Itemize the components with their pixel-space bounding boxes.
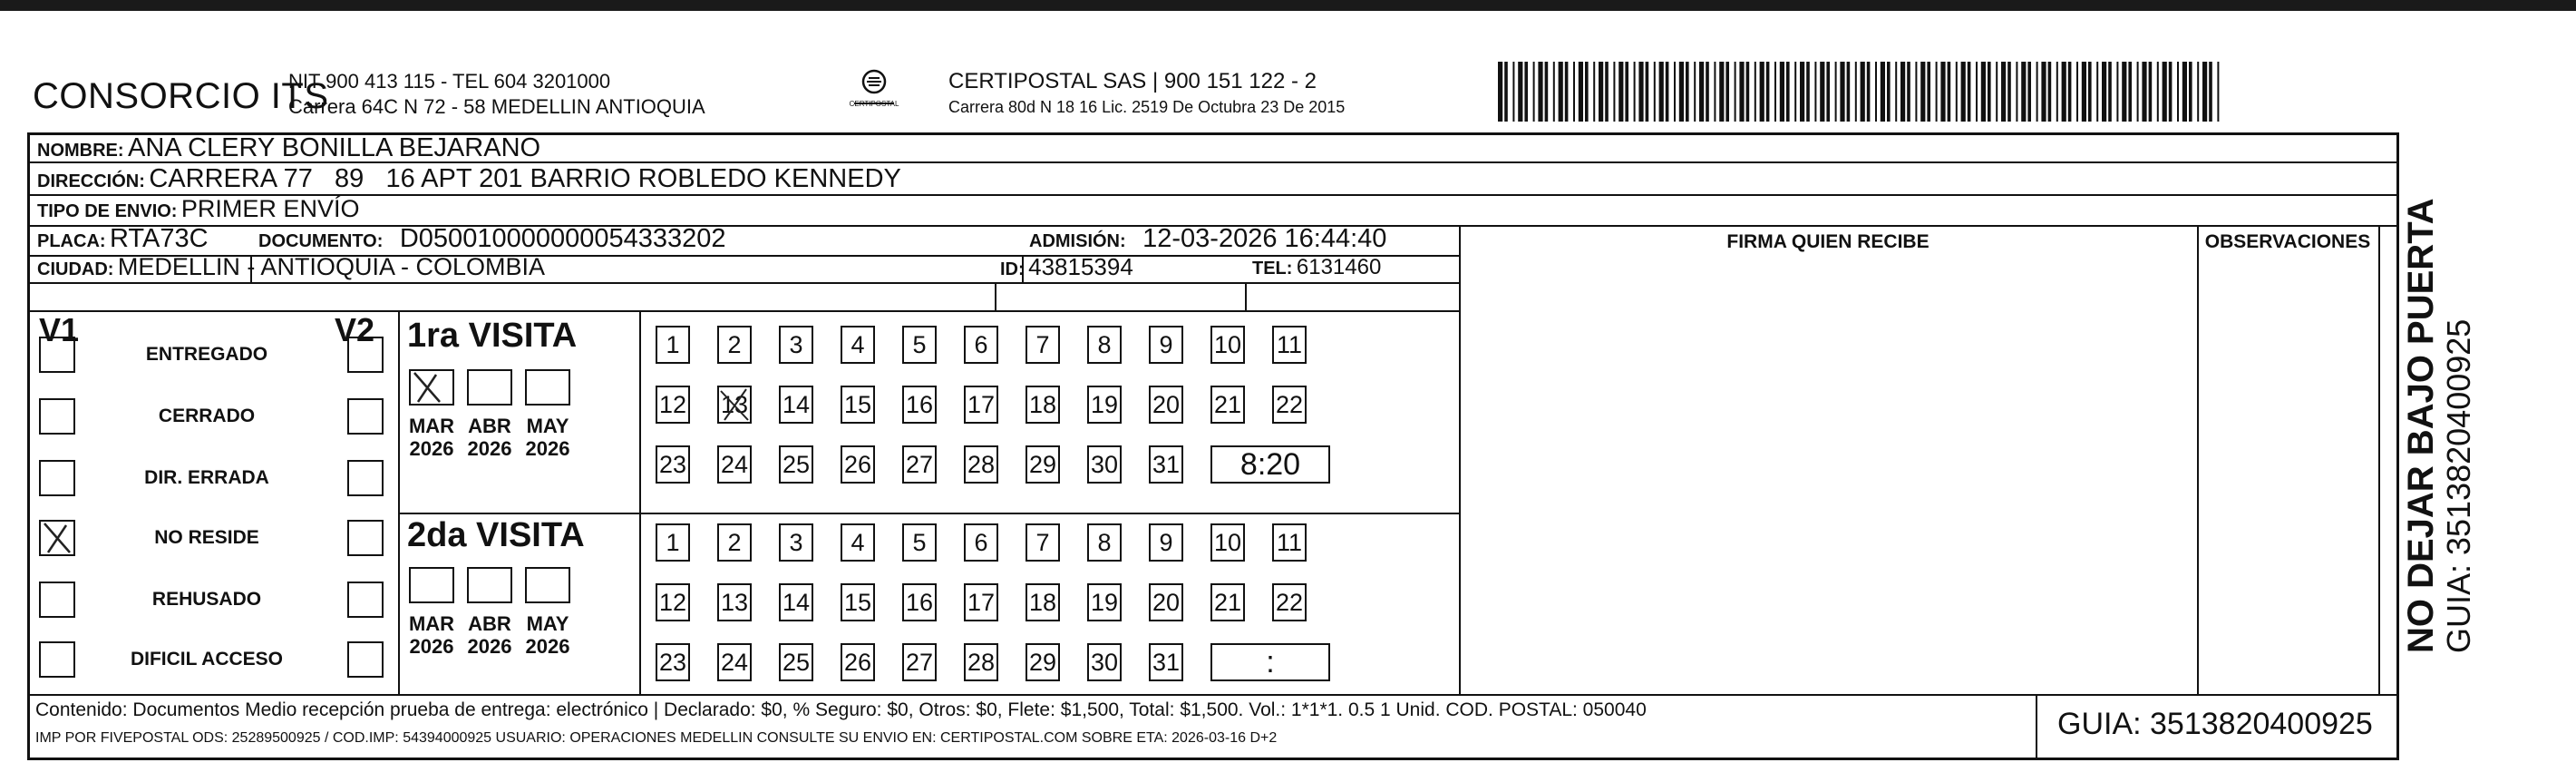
direccion-value: CARRERA 77 89 16 APT 201 BARRIO ROBLEDO KENNEDY [149, 164, 901, 193]
barcode-bar [2169, 62, 2173, 122]
barcode-bar [1840, 62, 1844, 122]
first-visit-day-box[interactable]: 16 [902, 386, 937, 424]
barcode-bar [2102, 62, 2106, 122]
footer-contenido: Contenido: Documentos Medio recepción prueba de entrega: electrónico | Declarado: $0, % Seguro: $0, Otros: $0, Flete: $1,500, Total: $1,500. Vol.: 1*1*1. 0.5 1 Unid. COD. POSTAL: 050040 [35, 699, 1647, 720]
status-label: REHUSADO [151, 589, 262, 610]
barcode-bar [1806, 62, 1810, 122]
first-visit-day-box[interactable]: 18 [1026, 386, 1060, 424]
status-label: NO RESIDE [154, 527, 259, 548]
barcode-bar [1780, 62, 1784, 122]
first-visit-day-box[interactable]: 13 [717, 386, 752, 424]
barcode-bar [1961, 62, 1966, 122]
second-visit-day-box[interactable]: 20 [1149, 583, 1183, 621]
barcode-bar [1981, 62, 1986, 122]
v1-checkbox[interactable] [39, 398, 75, 435]
v2-header: V2 [335, 311, 375, 348]
second-visit-month-may-checkbox[interactable] [525, 567, 570, 603]
barcode-bar [1666, 62, 1669, 122]
barcode-bar [1900, 62, 1905, 122]
placa-label: PLACA: [37, 231, 106, 251]
footer-imp: IMP POR FIVEPOSTAL ODS: 25289500925 / COD.IMP: 54394000925 USUARIO: OPERACIONES MEDELLIN CONSULTE SU ENVIO EN: CERTIPOSTAL.COM SOBRE ETA: 2026-03-16 D+2 [35, 730, 1278, 746]
second-visit-day-box[interactable]: 14 [779, 583, 813, 621]
barcode-bar [1820, 62, 1824, 122]
tel-value: 6131460 [1296, 255, 1382, 279]
second-visit-day-box[interactable]: 25 [779, 643, 813, 681]
barcode-bar [1739, 62, 1744, 122]
barcode-bar [1625, 62, 1628, 122]
second-visit-day-box[interactable]: 2 [717, 523, 752, 562]
side-no-dejar: NO DEJAR BAJO PUERTA [2401, 198, 2441, 653]
tipo-envio-value: PRIMER ENVÍO [180, 195, 360, 222]
admision-value: 12-03-2026 16:44:40 [1142, 224, 1387, 253]
first-visit-month-mar-checkbox[interactable] [409, 369, 454, 406]
first-visit-day-box[interactable]: 28 [964, 445, 998, 484]
company-address: Carrera 64C N 72 - 58 MEDELLIN ANTIOQUIA [288, 95, 705, 118]
second-visit-day-box[interactable]: 18 [1026, 583, 1060, 621]
barcode-bar [1867, 62, 1871, 122]
second-visit-month-label: MAR 2026 [408, 612, 455, 658]
barcode-bar [1847, 62, 1851, 122]
barcode-bar [1613, 62, 1615, 122]
barcode-bar [1794, 62, 1796, 122]
second-visit-day-box[interactable]: 29 [1026, 643, 1060, 681]
barcode-bar [2068, 62, 2072, 122]
v2-checkbox[interactable] [347, 337, 384, 373]
first-visit-month-label: ABR 2026 [467, 415, 512, 460]
barcode-bar [1512, 62, 1514, 122]
first-visit-month-label: MAY 2026 [525, 415, 570, 460]
second-visit-day-box[interactable]: 31 [1149, 643, 1183, 681]
second-visit-day-box[interactable]: 26 [841, 643, 875, 681]
barcode-bar [1533, 62, 1535, 122]
v1-checkbox[interactable] [39, 582, 75, 618]
barcode-bar [2016, 62, 2017, 122]
barcode-bar [1814, 62, 1816, 122]
barcode-bar [1545, 62, 1549, 122]
second-visit-day-box[interactable]: 5 [902, 523, 937, 562]
v2-checkbox[interactable] [347, 398, 384, 435]
second-visit-day-box[interactable]: 9 [1149, 523, 1183, 562]
v2-checkbox[interactable] [347, 460, 384, 496]
second-visit-day-box[interactable]: 8 [1087, 523, 1122, 562]
second-visit-day-box[interactable]: 13 [717, 583, 752, 621]
barcode-bar [1927, 62, 1930, 122]
first-visit-day-box[interactable]: 12 [656, 386, 690, 424]
first-visit-month-label: MAR 2026 [408, 415, 455, 460]
second-visit-day-box[interactable]: 24 [717, 643, 752, 681]
barcode-bar [1504, 62, 1508, 122]
barcode-bar [2209, 62, 2212, 122]
barcode-bar [2128, 62, 2132, 122]
barcode-bar [1786, 62, 1790, 122]
observaciones-header: OBSERVACIONES [2204, 231, 2371, 252]
certipostal-logo-icon [851, 67, 898, 114]
barcode-bar [1976, 62, 1978, 122]
v1-checkbox[interactable] [39, 520, 75, 556]
first-visit-day-box[interactable]: 3 [779, 326, 813, 364]
second-visit-day-box[interactable]: 15 [841, 583, 875, 621]
first-visit-day-box[interactable]: 10 [1210, 326, 1245, 364]
first-visit-day-box[interactable]: 17 [964, 386, 998, 424]
partner-name: CERTIPOSTAL SAS | 900 151 122 - 2 [948, 69, 1317, 93]
direccion-label: DIRECCIÓN: [37, 171, 145, 191]
barcode-bar [1875, 62, 1877, 122]
v1-header: V1 [39, 311, 80, 348]
status-label: CERRADO [158, 406, 256, 426]
barcode-bar [1907, 62, 1910, 122]
barcode-bar [1706, 62, 1709, 122]
first-visit-day-box[interactable]: 1 [656, 326, 690, 364]
barcode-bar [1766, 62, 1770, 122]
barcode-bar [2036, 62, 2038, 122]
barcode-bar [2041, 62, 2046, 122]
side-guia: GUIA: 3513820400925 [2440, 318, 2477, 653]
barcode-bar [1940, 62, 1945, 122]
footer-guia: GUIA: 3513820400925 [2057, 707, 2373, 741]
barcode-bar [1573, 62, 1575, 122]
first-visit-day-box[interactable]: 9 [1149, 326, 1183, 364]
barcode-bar [1593, 62, 1595, 122]
barcode-bar [1553, 62, 1555, 122]
firma-header: FIRMA QUIEN RECIBE [1726, 231, 1930, 252]
v2-checkbox[interactable] [347, 520, 384, 556]
barcode-bar [1619, 62, 1623, 122]
barcode-bar [2056, 62, 2058, 122]
barcode-bar [1605, 62, 1609, 122]
barcode-bar [1579, 62, 1583, 122]
barcode-bar [1988, 62, 1991, 122]
status-label: DIR. ERRADA [144, 467, 269, 488]
barcode-bar [1855, 62, 1857, 122]
v2-checkbox[interactable] [347, 582, 384, 618]
barcode-bar [1881, 62, 1885, 122]
company-nit: NIT 900 413 115 - TEL 604 3201000 [288, 70, 611, 93]
barcode-bar [2157, 62, 2159, 122]
barcode-bar [1518, 62, 1522, 122]
barcode-bar [1800, 62, 1804, 122]
barcode-bar [1895, 62, 1897, 122]
second-visit-day-box[interactable]: 30 [1087, 643, 1122, 681]
barcode-bar [1920, 62, 1925, 122]
documento-cell [258, 224, 726, 254]
id-value: 43815394 [1028, 253, 1133, 280]
first-visit-title: 1ra VISITA [407, 317, 578, 355]
second-visit-day-box[interactable]: 23 [656, 643, 690, 681]
tel-label: TEL: [1252, 259, 1293, 279]
v1-checkbox[interactable] [39, 337, 75, 373]
second-visit-day-box[interactable]: 1 [656, 523, 690, 562]
direccion-row [37, 164, 901, 194]
barcode-bar [2182, 62, 2187, 122]
barcode-bar [2177, 62, 2179, 122]
second-visit-day-box[interactable]: 21 [1210, 583, 1245, 621]
first-visit-time-field[interactable]: 8:20 [1210, 445, 1330, 484]
first-visit-day-box[interactable]: 7 [1026, 326, 1060, 364]
first-visit-day-box[interactable]: 30 [1087, 445, 1122, 484]
barcode-bar [2007, 62, 2011, 122]
barcode-bar [1524, 62, 1528, 122]
barcode-bar [2163, 62, 2167, 122]
first-visit-day-box[interactable]: 15 [841, 386, 875, 424]
first-visit-day-box[interactable]: 4 [841, 326, 875, 364]
v1-checkbox[interactable] [39, 460, 75, 496]
admision-label: ADMISIÓN: [1029, 231, 1126, 251]
barcode-bar [2116, 62, 2118, 122]
barcode-bar [2202, 62, 2207, 122]
first-visit-day-box[interactable]: 29 [1026, 445, 1060, 484]
first-visit-day-box[interactable]: 27 [902, 445, 937, 484]
first-visit-day-box[interactable]: 20 [1149, 386, 1183, 424]
barcode-bar [2096, 62, 2098, 122]
barcode-bar [1774, 62, 1776, 122]
ciudad-cell [37, 253, 545, 281]
second-visit-day-box[interactable]: 22 [1272, 583, 1307, 621]
shipping-form [27, 132, 2399, 760]
barcode-bar [1735, 62, 1736, 122]
top-border-bar [0, 0, 2576, 11]
barcode-bar [2088, 62, 2092, 122]
barcode-bar [1538, 62, 1542, 122]
barcode [1498, 62, 2223, 122]
barcode-bar [1679, 62, 1684, 122]
second-visit-day-box[interactable]: 6 [964, 523, 998, 562]
barcode-bar [2082, 62, 2086, 122]
first-visit-day-box[interactable]: 24 [717, 445, 752, 484]
first-visit-day-box[interactable]: 22 [1272, 386, 1307, 424]
barcode-bar [1936, 62, 1938, 122]
barcode-bar [1887, 62, 1891, 122]
first-visit-day-box[interactable]: 19 [1087, 386, 1122, 424]
barcode-bar [1498, 62, 1502, 122]
barcode-bar [1915, 62, 1917, 122]
barcode-bar [1646, 62, 1649, 122]
status-label: DIFICIL ACCESO [130, 649, 283, 670]
barcode-bar [1699, 62, 1704, 122]
barcode-bar [2108, 62, 2112, 122]
barcode-bar [2149, 62, 2153, 122]
second-visit-month-abr-checkbox[interactable] [467, 567, 512, 603]
placa-value: RTA73C [110, 224, 209, 253]
barcode-bar [2021, 62, 2026, 122]
barcode-bar [2062, 62, 2066, 122]
second-visit-day-box[interactable]: 19 [1087, 583, 1122, 621]
second-visit-day-box[interactable]: 4 [841, 523, 875, 562]
company-info [288, 69, 705, 120]
first-visit-day-box[interactable]: 5 [902, 326, 937, 364]
barcode-bar [1714, 62, 1716, 122]
logo-text: CERTIPOSTAL [849, 100, 899, 108]
tel-cell [1252, 255, 1381, 280]
first-visit-day-box[interactable]: 31 [1149, 445, 1183, 484]
tipo-envio-row [37, 195, 359, 223]
nombre-value: ANA CLERY BONILLA BEJARANO [128, 133, 541, 162]
barcode-bar [1996, 62, 1998, 122]
second-visit-day-box[interactable]: 17 [964, 583, 998, 621]
barcode-bar [1948, 62, 1951, 122]
barcode-bar [1746, 62, 1750, 122]
barcode-bar [1760, 62, 1764, 122]
second-visit-day-box[interactable]: 16 [902, 583, 937, 621]
first-visit-day-box[interactable]: 21 [1210, 386, 1245, 424]
v1-checkbox[interactable] [39, 641, 75, 678]
documento-label: DOCUMENTO: [258, 231, 384, 251]
barcode-bar [1686, 62, 1689, 122]
barcode-bar [1599, 62, 1603, 122]
barcode-bar [2122, 62, 2126, 122]
side-notice [2401, 198, 2477, 653]
nombre-label: NOMBRE: [37, 141, 124, 161]
second-visit-title: 2da VISITA [407, 516, 585, 554]
barcode-bar [2076, 62, 2078, 122]
first-visit-month-may-checkbox[interactable] [525, 369, 570, 406]
second-visit-day-box[interactable]: 7 [1026, 523, 1060, 562]
barcode-bar [1719, 62, 1724, 122]
placa-cell [37, 224, 209, 254]
second-visit-time-field[interactable]: : [1210, 643, 1330, 681]
first-visit-day-box[interactable]: 8 [1087, 326, 1122, 364]
barcode-bar [1654, 62, 1656, 122]
barcode-bar [1956, 62, 1958, 122]
second-visit-day-box[interactable]: 28 [964, 643, 998, 681]
first-visit-day-box[interactable]: 26 [841, 445, 875, 484]
barcode-bar [2142, 62, 2146, 122]
barcode-bar [2197, 62, 2199, 122]
nombre-row [37, 133, 540, 163]
barcode-bar [2001, 62, 2006, 122]
id-label: ID: [1000, 259, 1025, 279]
barcode-bar [1659, 62, 1664, 122]
barcode-bar [2027, 62, 2031, 122]
first-visit-day-box[interactable]: 23 [656, 445, 690, 484]
second-visit-day-box[interactable]: 10 [1210, 523, 1245, 562]
first-visit-day-box[interactable]: 14 [779, 386, 813, 424]
barcode-bar [1634, 62, 1636, 122]
barcode-bar [2137, 62, 2139, 122]
barcode-bar [1968, 62, 1971, 122]
partner-address: Carrera 80d N 18 16 Lic. 2519 De Octubra 23 De 2015 [948, 98, 1346, 116]
second-visit-month-mar-checkbox[interactable] [409, 567, 454, 603]
second-visit-day-box[interactable]: 11 [1272, 523, 1307, 562]
first-visit-day-box[interactable]: 6 [964, 326, 998, 364]
second-visit-day-box[interactable]: 27 [902, 643, 937, 681]
barcode-bar [1755, 62, 1756, 122]
barcode-bar [1565, 62, 1569, 122]
barcode-bar [1826, 62, 1830, 122]
barcode-bar [2189, 62, 2192, 122]
first-visit-day-box[interactable]: 11 [1272, 326, 1307, 364]
barcode-bar [1725, 62, 1729, 122]
ciudad-label: CIUDAD: [37, 259, 114, 279]
documento-value: D050010000000054333202 [399, 224, 726, 253]
admision-cell [1029, 224, 1386, 254]
second-visit-month-label: MAY 2026 [525, 612, 570, 658]
v2-checkbox[interactable] [347, 641, 384, 678]
first-visit-month-abr-checkbox[interactable] [467, 369, 512, 406]
first-visit-day-box[interactable]: 25 [779, 445, 813, 484]
barcode-bar [1638, 62, 1643, 122]
barcode-bar [1694, 62, 1696, 122]
barcode-bar [2217, 62, 2219, 122]
barcode-bar [1674, 62, 1676, 122]
barcode-bar [1559, 62, 1563, 122]
partner-info [948, 69, 1345, 120]
status-label: ENTREGADO [145, 344, 268, 365]
id-cell [1000, 253, 1133, 281]
second-visit-day-box[interactable]: 12 [656, 583, 690, 621]
barcode-bar [2048, 62, 2052, 122]
barcode-bar [1585, 62, 1589, 122]
first-visit-day-box[interactable]: 2 [717, 326, 752, 364]
second-visit-month-label: ABR 2026 [467, 612, 512, 658]
ciudad-value: MEDELLIN - ANTIOQUIA - COLOMBIA [117, 253, 545, 280]
second-visit-day-box[interactable]: 3 [779, 523, 813, 562]
tipo-envio-label: TIPO DE ENVIO: [37, 201, 178, 221]
barcode-bar [1835, 62, 1837, 122]
barcode-bar [1861, 62, 1865, 122]
company-name: CONSORCIO ITS [33, 76, 329, 116]
